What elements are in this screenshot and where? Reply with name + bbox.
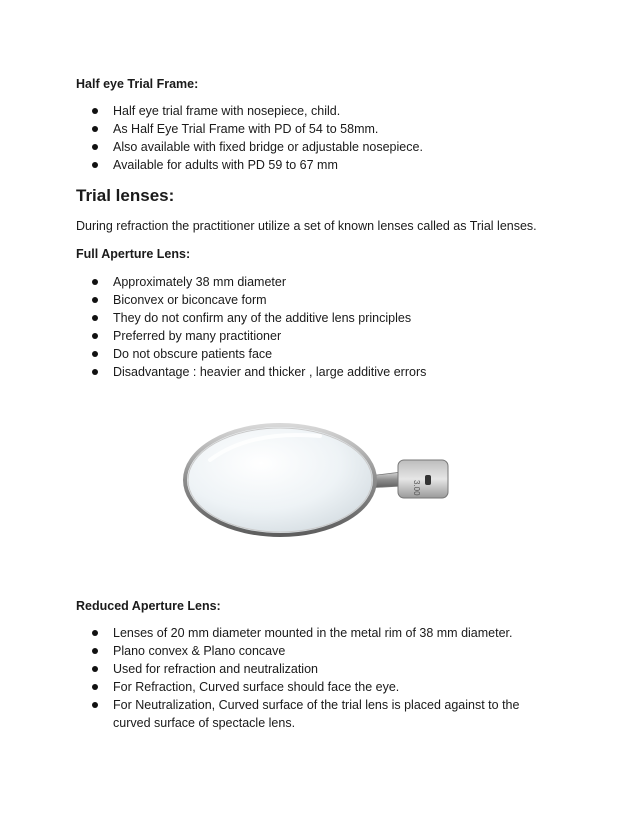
trial-lens-image: [170, 400, 470, 540]
list-item: Used for refraction and neutralization: [0, 660, 533, 678]
bullet-icon: [92, 315, 98, 321]
reduced-aperture-list: [0, 624, 533, 732]
list-item: Also available with fixed bridge or adjustable nosepiece.: [0, 138, 423, 156]
list-item: Half eye trial frame with nosepiece, child.: [0, 102, 423, 120]
bullet-icon: [92, 144, 98, 150]
reduced-aperture-heading: Reduced Aperture Lens:: [76, 599, 221, 613]
bullet-icon: [92, 108, 98, 114]
full-aperture-heading: Full Aperture Lens:: [76, 247, 191, 261]
trial-lenses-intro: During refraction the practitioner utilize a set of known lenses called as Trial lenses.: [76, 219, 537, 233]
half-eye-list: [0, 102, 423, 174]
full-aperture-list: [0, 273, 426, 381]
bullet-icon: [92, 648, 98, 654]
list-item: For Neutralization, Curved surface of the trial lens is placed against to the curved surface of spectacle lens.: [0, 696, 533, 732]
bullet-icon: [92, 126, 98, 132]
list-item: Available for adults with PD 59 to 67 mm: [0, 156, 423, 174]
bullet-icon: [92, 666, 98, 672]
list-item: Disadvantage : heavier and thicker , large additive errors: [0, 363, 426, 381]
list-item: As Half Eye Trial Frame with PD of 54 to 58mm.: [0, 120, 423, 138]
trial-lens-icon: [170, 400, 470, 540]
list-item: Biconvex or biconcave form: [0, 291, 426, 309]
list-item: Approximately 38 mm diameter: [0, 273, 426, 291]
bullet-icon: [92, 369, 98, 375]
trial-lenses-heading: Trial lenses:: [76, 186, 175, 205]
list-item: They do not confirm any of the additive lens principles: [0, 309, 426, 327]
list-item: Preferred by many practitioner: [0, 327, 426, 345]
half-eye-heading: Half eye Trial Frame:: [76, 77, 199, 91]
bullet-icon: [92, 162, 98, 168]
list-item: For Refraction, Curved surface should face the eye.: [0, 678, 533, 696]
bullet-icon: [92, 702, 98, 708]
bullet-icon: [92, 351, 98, 357]
list-item: Do not obscure patients face: [0, 345, 426, 363]
bullet-icon: [92, 279, 98, 285]
bullet-icon: [92, 630, 98, 636]
bullet-icon: [92, 333, 98, 339]
list-item: Lenses of 20 mm diameter mounted in the metal rim of 38 mm diameter.: [0, 624, 533, 642]
handle-label: 3.00: [412, 480, 421, 496]
bullet-icon: [92, 297, 98, 303]
list-item: Plano convex & Plano concave: [0, 642, 533, 660]
bullet-icon: [92, 684, 98, 690]
